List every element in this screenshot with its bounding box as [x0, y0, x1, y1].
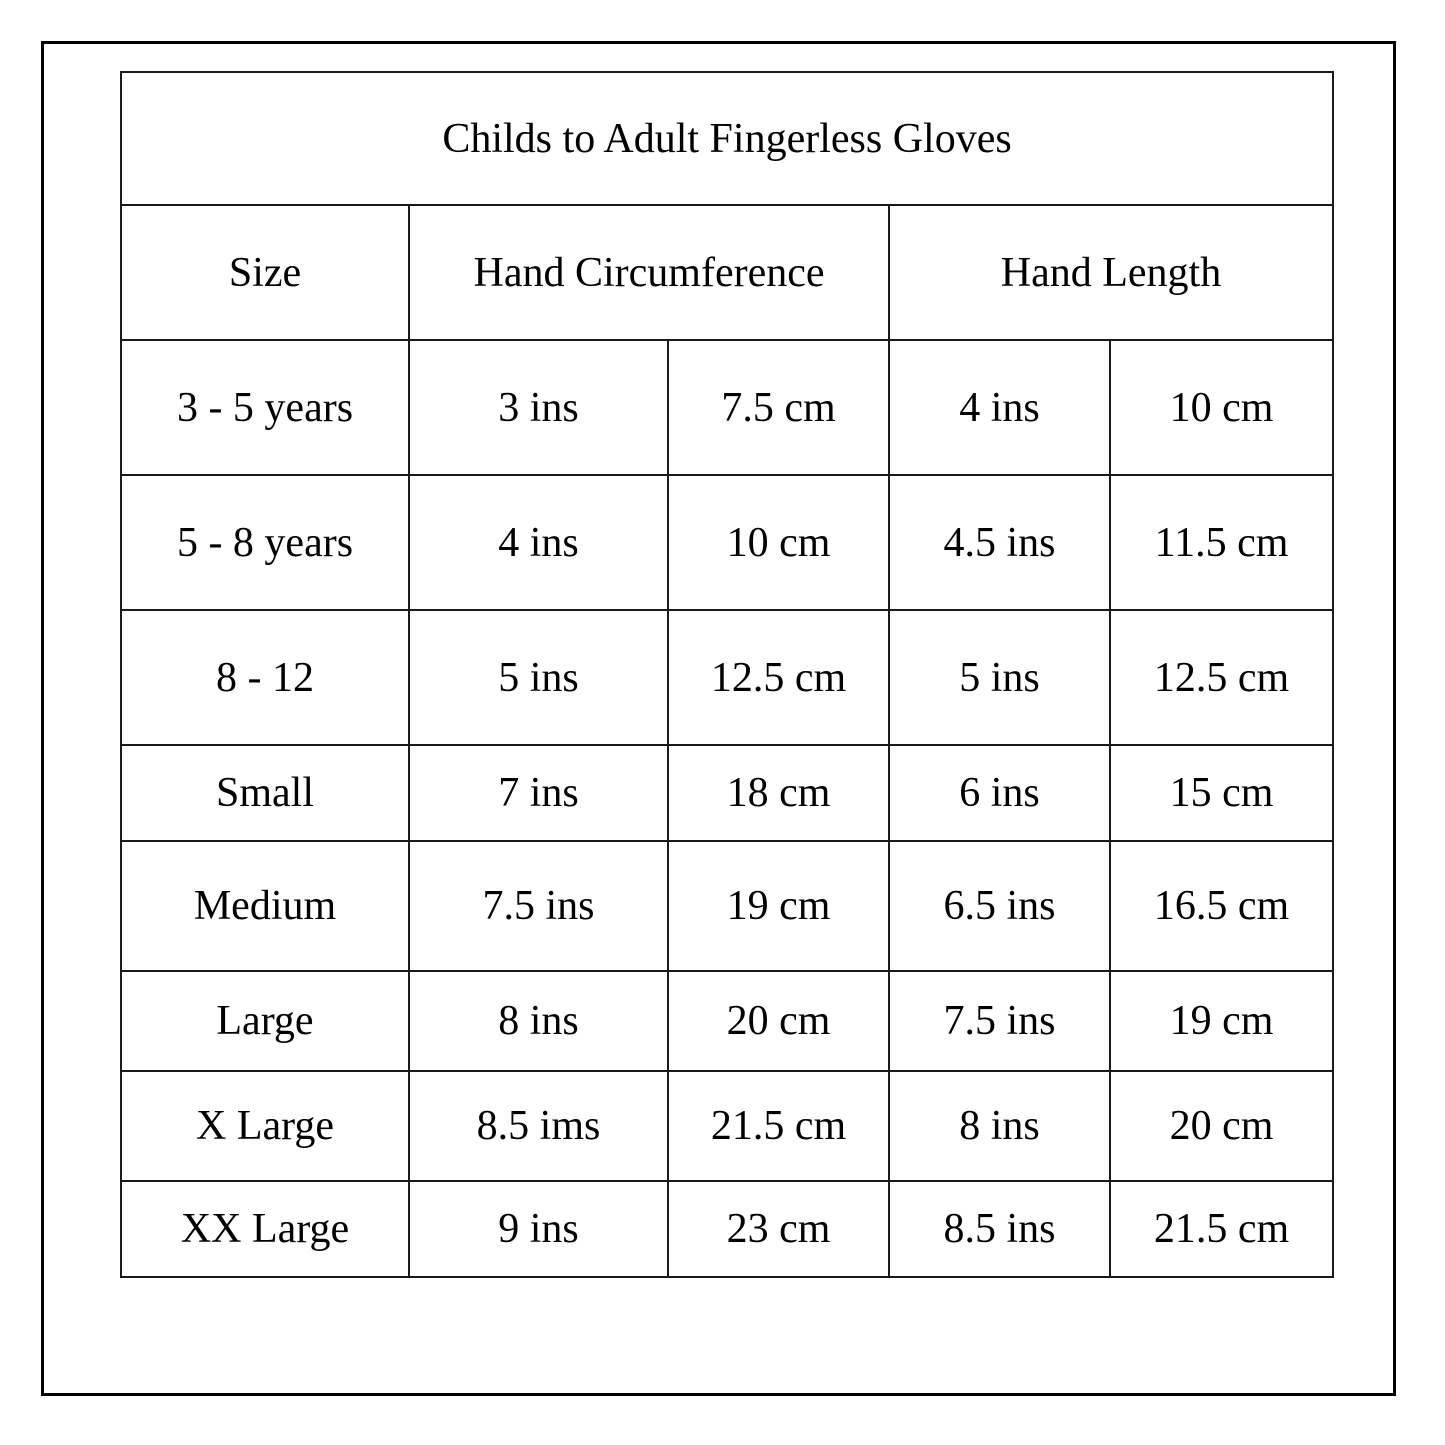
length-inches-cell: 4 ins [889, 340, 1110, 475]
length-cm-cell: 16.5 cm [1110, 841, 1333, 971]
length-inches-cell: 6 ins [889, 745, 1110, 841]
circumference-cm-cell: 21.5 cm [668, 1071, 889, 1181]
length-cm-cell: 15 cm [1110, 745, 1333, 841]
length-inches-cell: 8 ins [889, 1071, 1110, 1181]
length-inches-cell: 5 ins [889, 610, 1110, 745]
circumference-cm-cell: 10 cm [668, 475, 889, 610]
circumference-cm-cell: 18 cm [668, 745, 889, 841]
table-row [121, 475, 1333, 610]
length-inches-cell: 6.5 ins [889, 841, 1110, 971]
size-cell: 3 - 5 years [121, 340, 409, 475]
size-cell: XX Large [121, 1181, 409, 1277]
circumference-inches-cell: 8.5 ims [409, 1071, 668, 1181]
circumference-inches-cell: 5 ins [409, 610, 668, 745]
header-size: Size [121, 205, 409, 340]
length-cm-cell: 19 cm [1110, 971, 1333, 1071]
header-row [121, 205, 1333, 340]
size-cell: X Large [121, 1071, 409, 1181]
size-cell: Medium [121, 841, 409, 971]
circumference-inches-cell: 9 ins [409, 1181, 668, 1277]
header-hand-length: Hand Length [889, 205, 1333, 340]
chart-title: Childs to Adult Fingerless Gloves [121, 72, 1333, 205]
circumference-inches-cell: 3 ins [409, 340, 668, 475]
length-cm-cell: 11.5 cm [1110, 475, 1333, 610]
circumference-inches-cell: 4 ins [409, 475, 668, 610]
length-inches-cell: 7.5 ins [889, 971, 1110, 1071]
circumference-inches-cell: 8 ins [409, 971, 668, 1071]
header-hand-circumference: Hand Circumference [409, 205, 889, 340]
length-cm-cell: 21.5 cm [1110, 1181, 1333, 1277]
circumference-cm-cell: 20 cm [668, 971, 889, 1071]
table-row [121, 971, 1333, 1071]
circumference-inches-cell: 7.5 ins [409, 841, 668, 971]
size-chart-table [120, 71, 1334, 1278]
length-cm-cell: 12.5 cm [1110, 610, 1333, 745]
title-row [121, 72, 1333, 205]
size-cell: Small [121, 745, 409, 841]
length-cm-cell: 20 cm [1110, 1071, 1333, 1181]
size-cell: 8 - 12 [121, 610, 409, 745]
size-cell: Large [121, 971, 409, 1071]
circumference-cm-cell: 12.5 cm [668, 610, 889, 745]
table-row [121, 1071, 1333, 1181]
circumference-cm-cell: 19 cm [668, 841, 889, 971]
table-row [121, 610, 1333, 745]
size-cell: 5 - 8 years [121, 475, 409, 610]
circumference-inches-cell: 7 ins [409, 745, 668, 841]
length-inches-cell: 4.5 ins [889, 475, 1110, 610]
circumference-cm-cell: 23 cm [668, 1181, 889, 1277]
table-row [121, 1181, 1333, 1277]
table-row [121, 841, 1333, 971]
length-inches-cell: 8.5 ins [889, 1181, 1110, 1277]
table-row [121, 745, 1333, 841]
table-row [121, 340, 1333, 475]
circumference-cm-cell: 7.5 cm [668, 340, 889, 475]
length-cm-cell: 10 cm [1110, 340, 1333, 475]
